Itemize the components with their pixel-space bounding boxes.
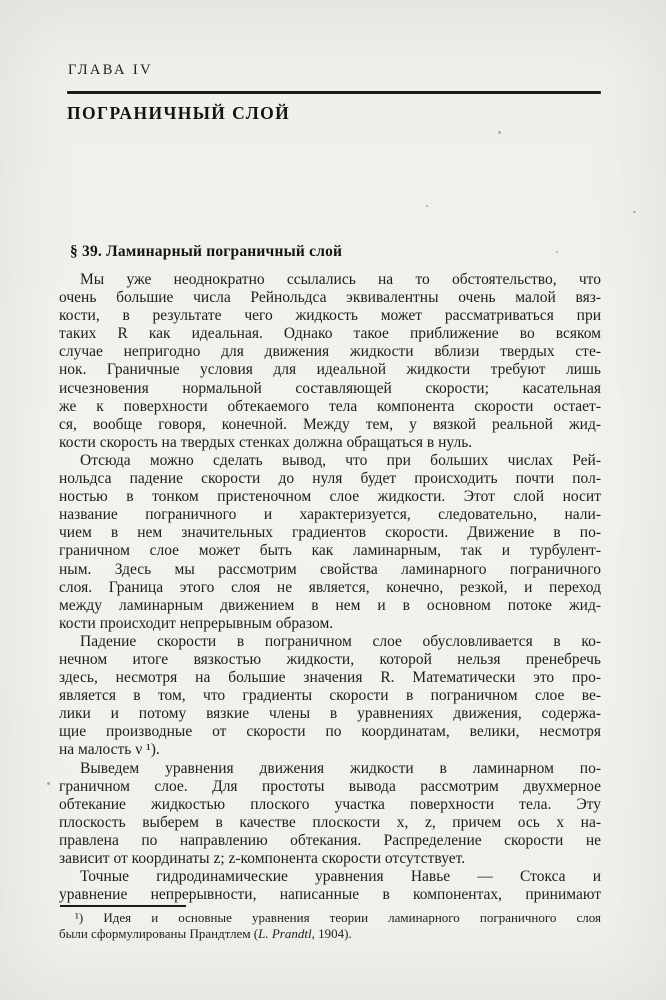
text-line: исчезновения нормальной составляющей скорости; касательная: [59, 379, 601, 397]
footnote-text-post: , 1904).: [311, 926, 352, 942]
text-line: очень большие числа Рейнольдса эквивалентны очень малой вяз-: [59, 289, 601, 307]
text-line: лики и потому вязкие члены в уравнениях движения, содержа-: [59, 705, 601, 723]
text-line: случае непригодно для движения жидкости вблизи твердых сте-: [59, 343, 601, 361]
text-line: Отсюда можно сделать вывод, что при больших числах Рей-: [80, 451, 601, 469]
text-line: Выведем уравнения движения жидкости в ламинарном по-: [80, 759, 601, 777]
noise-speck: [556, 251, 558, 253]
footnote-line-1: ¹) Идея и основные уравнения теории ламинарного пограничного слоя: [75, 910, 601, 925]
text-line: граничном слое. Для простоты вывода рассмотрим двухмерное: [59, 777, 601, 795]
text-line: же к поверхности обтекаемого тела компонента скорости остает-: [59, 397, 601, 415]
chapter-label: ГЛАВА IV: [68, 62, 153, 78]
text-line: ся, вообще говоря, конечной. Между тем, у вязкой реальной жид-: [59, 415, 601, 433]
text-line: плоскость выберем в качестве плоскости x, z, причем ось x на-: [59, 813, 601, 831]
text-line: между ламинарным движением в нем и в основном потоке жид-: [59, 596, 601, 614]
text-line: обтекание жидкостью плоского участка поверхности тела. Эту: [59, 795, 601, 813]
paragraph: [59, 868, 601, 904]
text-line: правлена по направлению обтекания. Распределение скорости не: [59, 831, 601, 849]
text-line: уравнение непрерывности, написанные в компонентах, принимают: [59, 886, 601, 904]
text-line: щие производные от скорости по координатам, велики, несмотря: [59, 723, 601, 741]
text-line: кости происходит непрерывным образом.: [59, 614, 334, 632]
noise-speck: [633, 211, 636, 213]
text-line: нок. Граничные условия для идеальной жидкости требуют лишь: [59, 361, 601, 379]
noise-speck: [498, 131, 501, 134]
text-line: Точные гидродинамические уравнения Навье — Стокса и: [80, 868, 601, 886]
text-line: Падение скорости в пограничном слое обусловливается в ко-: [80, 632, 601, 650]
text-line: кости, в результате чего жидкость может рассматриваться при: [59, 307, 601, 325]
paragraph: [59, 271, 601, 452]
text-line: Мы уже неоднократно ссылались на то обстоятельство, что: [80, 271, 601, 288]
paragraph: [59, 452, 601, 633]
chapter-rule: [67, 91, 601, 94]
noise-speck: [426, 205, 428, 207]
footnote-line-2: [59, 926, 601, 942]
text-line: нечном итоге вязкостью жидкости, которой нельзя пренебречь: [59, 650, 601, 668]
text-line: зависит от координаты z; z-компонента скорости отсутствует.: [59, 850, 466, 867]
paragraph: [59, 760, 601, 869]
section-heading: § 39. Ламинарный пограничный слой: [70, 243, 343, 260]
footnote-rule: [60, 905, 186, 907]
footnote: [59, 910, 601, 943]
text-line: на малость ν ¹).: [59, 741, 160, 759]
text-line: нольдса падение скорости до нуля будет происходить почти пол-: [59, 470, 601, 488]
text-line: чием в нем значительных градиентов скорости. Движение в по-: [59, 524, 601, 542]
text-line: здесь, несмотря на большие значения R. Математически это про-: [59, 669, 601, 687]
text-line: название пограничного и характеризуется, следовательно, нали-: [59, 506, 601, 524]
text-line: ным. Здесь мы рассмотрим свойства ламинарного пограничного: [59, 560, 601, 578]
text-line: граничном слое может быть как ламинарным, так и турбулент-: [59, 542, 601, 560]
noise-speck: [47, 782, 50, 785]
page-title: ПОГРАНИЧНЫЙ СЛОЙ: [67, 103, 291, 123]
text-line: ностью в тонком пристеночном слое жидкости. Этот слой носит: [59, 488, 601, 506]
footnote-text-pre: были сформулированы Прандтлем (: [59, 926, 259, 942]
body-text: [59, 271, 601, 904]
text-line: кости скорость на твердых стенках должна обращаться в нуль.: [59, 433, 473, 451]
paragraph: [59, 633, 601, 760]
footnote-source-name: L. Prandtl: [258, 926, 312, 942]
text-line: слоя. Граница этого слоя не является, конечно, резкой, и переход: [59, 578, 601, 596]
text-line: является в том, что градиенты скорости в пограничном слое ве-: [59, 687, 601, 705]
text-line: таких R как идеальная. Однако такое приближение во всяком: [59, 325, 601, 343]
